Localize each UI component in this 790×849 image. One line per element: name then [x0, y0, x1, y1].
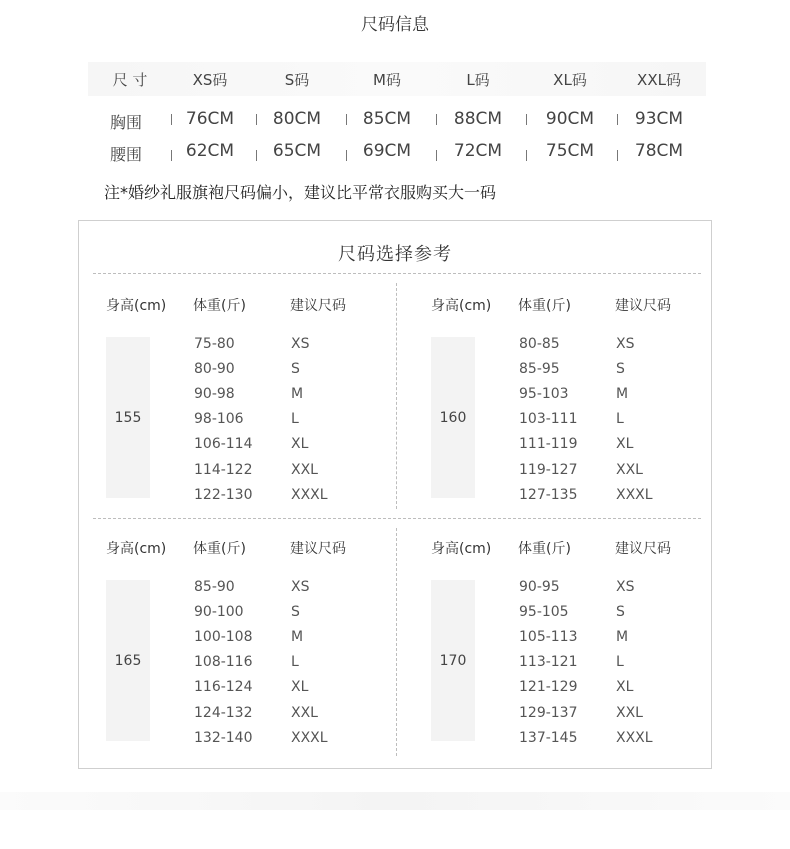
recommended-size: XXL — [616, 462, 643, 478]
separator-tick — [256, 150, 257, 161]
recommended-size: XXXL — [291, 730, 328, 746]
weight-range: 121-129 — [519, 679, 578, 695]
recommended-size: XXXL — [616, 487, 653, 503]
recommended-size: XS — [291, 579, 310, 595]
recommended-size: M — [616, 629, 629, 645]
separator-tick — [171, 114, 172, 125]
recommended-size: XL — [616, 436, 634, 452]
recommended-size: XS — [616, 579, 635, 595]
weight-range: 95-103 — [519, 386, 569, 402]
size-header-5: XXL码 — [637, 71, 681, 89]
recommended-size: L — [616, 654, 624, 670]
weight-range: 114-122 — [194, 462, 253, 478]
column-header: 身高(cm) — [106, 298, 167, 314]
measure-value: 72CM — [453, 141, 503, 161]
recommended-size: S — [291, 361, 300, 377]
weight-range: 124-132 — [194, 705, 253, 721]
divider-middle — [93, 518, 701, 519]
weight-range: 106-114 — [194, 436, 253, 452]
recommended-size: XS — [291, 336, 310, 352]
measure-value: 93CM — [634, 109, 684, 129]
weight-range: 80-90 — [194, 361, 235, 377]
recommended-size: XL — [291, 436, 309, 452]
weight-range: 90-100 — [194, 604, 244, 620]
footer-strip — [0, 792, 790, 810]
separator-tick — [526, 150, 527, 161]
height-value: 165 — [106, 580, 150, 741]
measure-label-1: 腰围 — [110, 145, 143, 164]
size-header-4: XL码 — [553, 71, 587, 89]
recommended-size: XS — [616, 336, 635, 352]
size-header-3: L码 — [466, 71, 490, 89]
measure-value: 69CM — [362, 141, 412, 161]
column-header: 体重(斤) — [193, 298, 246, 314]
recommended-size: S — [616, 361, 625, 377]
recommended-size: S — [291, 604, 300, 620]
measure-value: 90CM — [545, 109, 595, 129]
size-header-label: 尺 寸 — [112, 71, 148, 89]
separator-tick — [256, 114, 257, 125]
weight-range: 100-108 — [194, 629, 253, 645]
separator-tick — [346, 150, 347, 161]
column-header: 体重(斤) — [518, 541, 571, 557]
recommended-size: S — [616, 604, 625, 620]
page-title: 尺码信息 — [361, 15, 429, 35]
weight-range: 129-137 — [519, 705, 578, 721]
weight-range: 98-106 — [194, 411, 244, 427]
divider-top — [93, 273, 701, 274]
measure-value: 88CM — [453, 109, 503, 129]
column-header: 身高(cm) — [431, 298, 492, 314]
recommended-size: XXXL — [291, 487, 328, 503]
recommended-size: M — [291, 629, 304, 645]
weight-range: 111-119 — [519, 436, 578, 452]
column-header: 身高(cm) — [106, 541, 167, 557]
column-header: 体重(斤) — [193, 541, 246, 557]
measure-value: 75CM — [545, 141, 595, 161]
column-header: 身高(cm) — [431, 541, 492, 557]
weight-range: 85-90 — [194, 579, 235, 595]
measure-value: 76CM — [185, 109, 235, 129]
measure-value: 80CM — [272, 109, 322, 129]
size-header-0: XS码 — [192, 71, 228, 89]
recommended-size: M — [616, 386, 629, 402]
weight-range: 90-95 — [519, 579, 560, 595]
recommended-size: XXL — [291, 705, 318, 721]
weight-range: 116-124 — [194, 679, 253, 695]
separator-tick — [436, 150, 437, 161]
column-header: 建议尺码 — [615, 541, 671, 557]
separator-tick — [526, 114, 527, 125]
weight-range: 85-95 — [519, 361, 560, 377]
measure-value: 65CM — [272, 141, 322, 161]
weight-range: 122-130 — [194, 487, 253, 503]
column-header: 建议尺码 — [290, 541, 346, 557]
separator-tick — [346, 114, 347, 125]
measure-value: 85CM — [362, 109, 412, 129]
separator-tick — [617, 150, 618, 161]
weight-range: 108-116 — [194, 654, 253, 670]
recommended-size: XXL — [616, 705, 643, 721]
recommended-size: XL — [616, 679, 634, 695]
weight-range: 127-135 — [519, 487, 578, 503]
weight-range: 105-113 — [519, 629, 578, 645]
recommended-size: L — [616, 411, 624, 427]
separator-tick — [171, 150, 172, 161]
size-header-1: S码 — [284, 71, 310, 89]
column-header: 建议尺码 — [290, 298, 346, 314]
weight-range: 137-145 — [519, 730, 578, 746]
separator-tick — [436, 114, 437, 125]
weight-range: 90-98 — [194, 386, 235, 402]
recommended-size: XXXL — [616, 730, 653, 746]
weight-range: 75-80 — [194, 336, 235, 352]
weight-range: 95-105 — [519, 604, 569, 620]
height-value: 155 — [106, 337, 150, 498]
column-header: 建议尺码 — [615, 298, 671, 314]
divider-vertical-lower — [396, 528, 397, 756]
separator-tick — [617, 114, 618, 125]
recommended-size: M — [291, 386, 304, 402]
recommended-size: L — [291, 411, 299, 427]
size-header-2: M码 — [373, 71, 401, 89]
measure-label-0: 胸围 — [110, 113, 143, 132]
height-value: 160 — [431, 337, 475, 498]
measure-value: 62CM — [185, 141, 235, 161]
weight-range: 132-140 — [194, 730, 253, 746]
reference-title: 尺码选择参考 — [338, 244, 452, 265]
size-note: 注*婚纱礼服旗袍尺码偏小，建议比平常衣服购买大一码 — [104, 183, 497, 202]
height-value: 170 — [431, 580, 475, 741]
recommended-size: XXL — [291, 462, 318, 478]
weight-range: 119-127 — [519, 462, 578, 478]
weight-range: 103-111 — [519, 411, 578, 427]
recommended-size: XL — [291, 679, 309, 695]
divider-vertical-upper — [396, 283, 397, 509]
weight-range: 113-121 — [519, 654, 578, 670]
weight-range: 80-85 — [519, 336, 560, 352]
recommended-size: L — [291, 654, 299, 670]
column-header: 体重(斤) — [518, 298, 571, 314]
measure-value: 78CM — [634, 141, 684, 161]
